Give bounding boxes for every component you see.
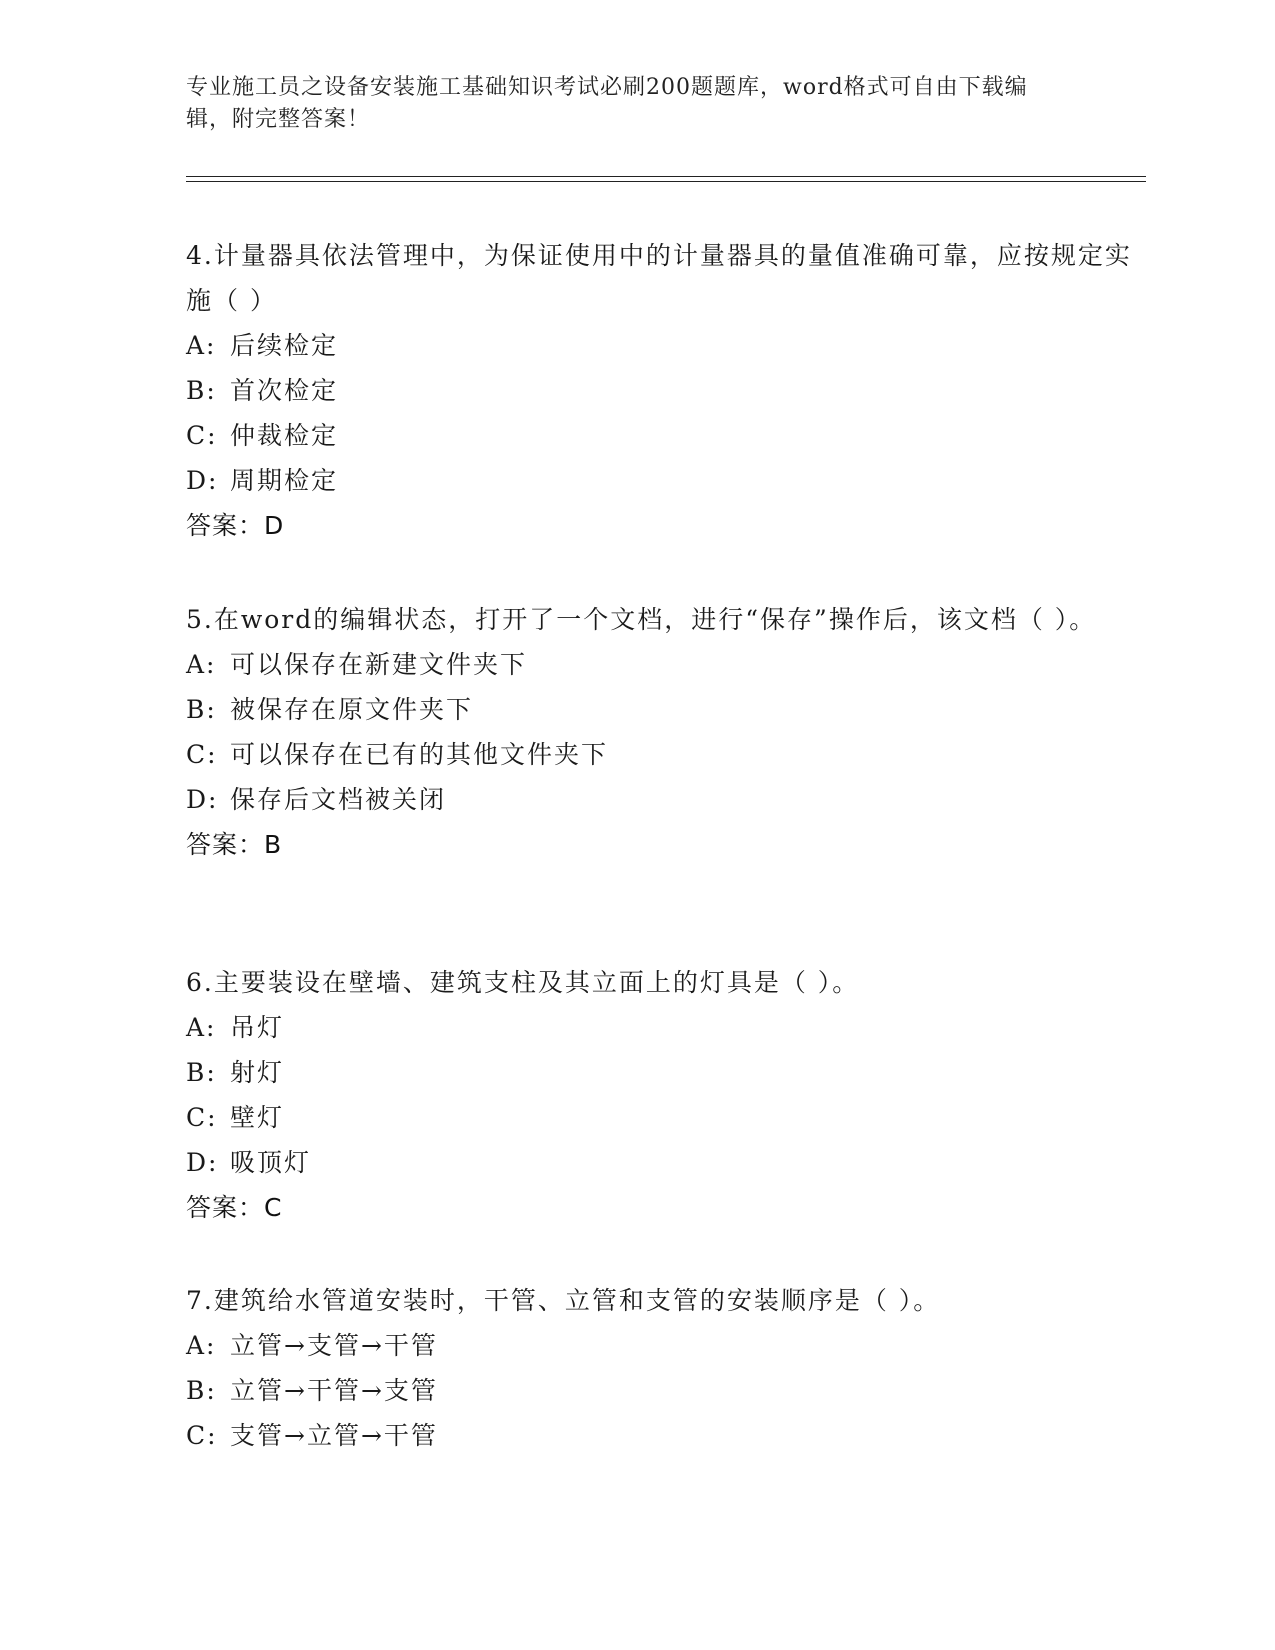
option-letter: D: — [186, 466, 219, 495]
option-text: 保存后文档被关闭 — [230, 785, 447, 814]
question-stem: 5.在word的编辑状态，打开了一个文档，进行“保存”操作后，该文档（ ）。 — [186, 605, 1097, 634]
option-letter: A: — [186, 650, 217, 679]
question-5 — [186, 597, 1146, 867]
question-stem: 7.建筑给水管道安装时，干管、立管和支管的安装顺序是（ ）。 — [186, 1286, 941, 1315]
question-stem: 4.计量器具依法管理中，为保证使用中的计量器具的量值准确可靠，应按规定实施（ ） — [186, 241, 1132, 315]
option-b — [186, 1368, 1146, 1413]
option-text: 壁灯 — [230, 1103, 285, 1132]
option-text: 立管→支管→干管 — [230, 1331, 438, 1360]
option-a — [186, 1323, 1146, 1368]
option-c — [186, 1413, 1146, 1458]
option-letter: B: — [186, 376, 217, 405]
option-letter: A: — [186, 1013, 217, 1042]
option-text: 仲裁检定 — [230, 421, 339, 450]
header-divider-bottom — [186, 181, 1146, 182]
option-c — [186, 413, 1146, 458]
option-letter: C: — [186, 421, 218, 450]
option-text: 射灯 — [230, 1058, 285, 1087]
option-text: 被保存在原文件夹下 — [230, 695, 474, 724]
option-c — [186, 1095, 1146, 1140]
option-text: 吊灯 — [230, 1013, 285, 1042]
option-a — [186, 323, 1146, 368]
option-d — [186, 458, 1146, 503]
answer-line: 答案：D — [186, 511, 285, 540]
option-b — [186, 1050, 1146, 1095]
option-letter: D: — [186, 1148, 219, 1177]
option-letter: D: — [186, 785, 219, 814]
option-letter: B: — [186, 695, 217, 724]
answer-line: 答案：B — [186, 830, 283, 859]
question-stem: 6.主要装设在壁墙、建筑支柱及其立面上的灯具是（ ）。 — [186, 968, 860, 997]
option-text: 可以保存在已有的其他文件夹下 — [230, 740, 609, 769]
option-d — [186, 1140, 1146, 1185]
document-title: 专业施工员之设备安装施工基础知识考试必刷200题题库，word格式可自由下载编辑，附完整答案！ — [186, 75, 1028, 132]
answer-line: 答案：C — [186, 1193, 283, 1222]
question-4 — [186, 233, 1146, 548]
option-letter: C: — [186, 740, 218, 769]
option-text: 支管→立管→干管 — [230, 1421, 438, 1450]
option-letter: C: — [186, 1421, 218, 1450]
option-text: 后续检定 — [230, 331, 339, 360]
option-a — [186, 1005, 1146, 1050]
option-b — [186, 687, 1146, 732]
header-divider-top — [186, 176, 1146, 177]
option-text: 周期检定 — [230, 466, 339, 495]
option-b — [186, 368, 1146, 413]
question-7 — [186, 1278, 1146, 1458]
option-letter: C: — [186, 1103, 218, 1132]
option-letter: B: — [186, 1058, 217, 1087]
option-letter: B: — [186, 1376, 217, 1405]
option-text: 立管→干管→支管 — [230, 1376, 438, 1405]
option-a — [186, 642, 1146, 687]
option-text: 首次检定 — [230, 376, 339, 405]
option-letter: A: — [186, 1331, 217, 1360]
option-c — [186, 732, 1146, 777]
option-letter: A: — [186, 331, 217, 360]
option-text: 吸顶灯 — [230, 1148, 312, 1177]
option-d — [186, 777, 1146, 822]
question-6 — [186, 960, 1146, 1230]
option-text: 可以保存在新建文件夹下 — [230, 650, 528, 679]
